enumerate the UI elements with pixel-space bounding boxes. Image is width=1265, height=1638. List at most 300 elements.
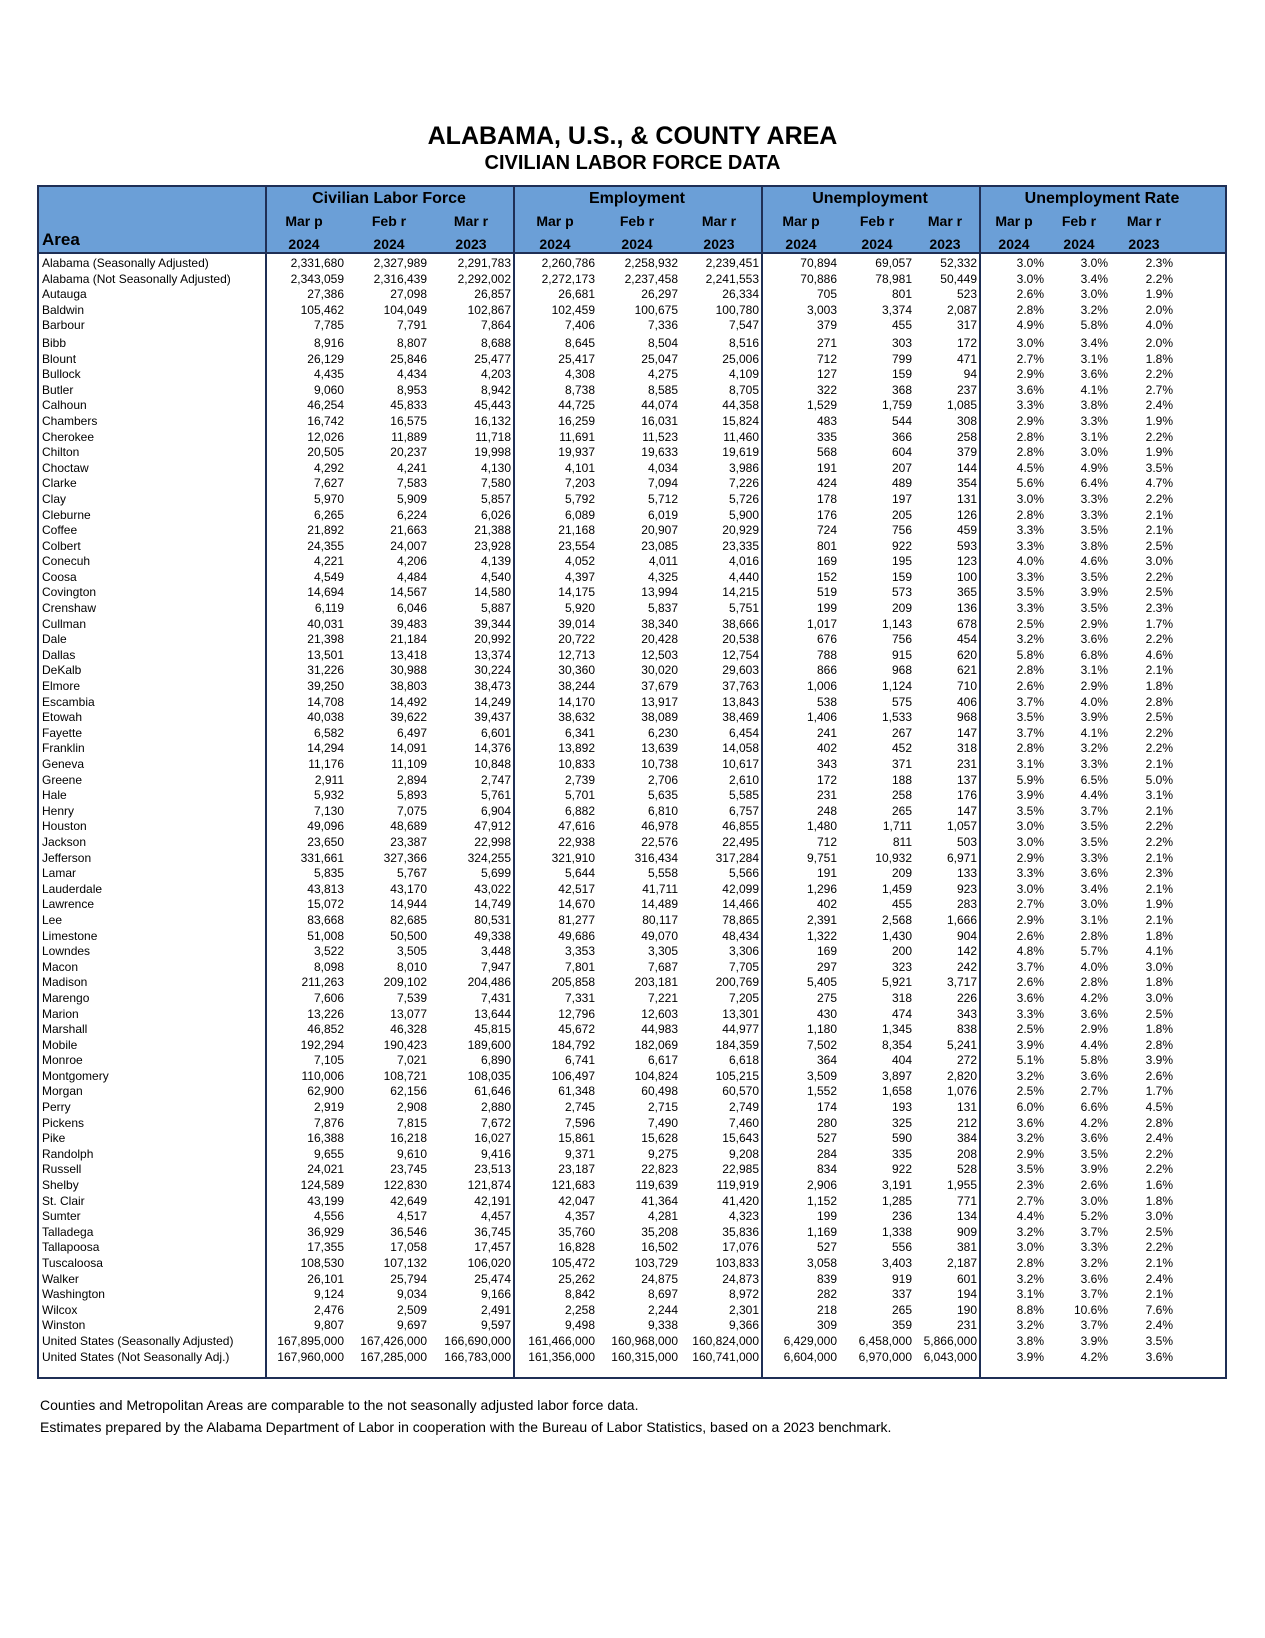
value-cell: 16,388 (307, 1131, 344, 1146)
value-cell: 2,919 (313, 1100, 344, 1115)
table-row (39, 929, 1225, 945)
table-row (39, 726, 1225, 742)
labor-force-table (37, 185, 1227, 1379)
value-cell: 192,294 (300, 1037, 344, 1052)
table-row (39, 383, 1225, 399)
value-cell: 3.7% (1080, 1224, 1108, 1239)
value-cell: 24,355 (307, 538, 344, 553)
value-cell: 24,873 (722, 1271, 759, 1286)
value-cell: 280 (816, 1115, 837, 1130)
value-cell: 2,260,786 (541, 256, 595, 270)
area-name-cell: Dale (42, 632, 67, 647)
value-cell: 3.3% (1016, 1006, 1044, 1021)
value-cell: 402 (816, 741, 837, 756)
value-cell: 6,970,000 (858, 1349, 912, 1364)
value-cell: 3.3% (1016, 569, 1044, 584)
value-cell: 3.1% (1080, 663, 1108, 678)
value-cell: 106,497 (551, 1068, 595, 1083)
value-cell: 44,725 (558, 398, 595, 413)
table-row (39, 367, 1225, 383)
area-name-cell: Marion (42, 1006, 79, 1021)
value-cell: 2.9% (1016, 850, 1044, 865)
value-cell: 3.0% (1016, 256, 1044, 270)
value-cell: 9,124 (313, 1287, 344, 1302)
value-cell: 3.3% (1080, 413, 1108, 428)
value-cell: 7,336 (647, 318, 678, 333)
value-cell: 3.0% (1016, 271, 1044, 286)
value-cell: 12,796 (558, 1006, 595, 1021)
value-cell: 48,434 (722, 928, 759, 943)
value-cell: 5,566 (728, 866, 759, 881)
value-cell: 4.1% (1080, 725, 1108, 740)
value-cell: 20,907 (641, 523, 678, 538)
table-row (39, 1022, 1225, 1038)
value-cell: 6.8% (1080, 647, 1108, 662)
value-cell: 7,864 (480, 318, 511, 333)
value-cell: 3.1% (1080, 912, 1108, 927)
value-cell: 20,929 (722, 523, 759, 538)
value-cell: 8.8% (1016, 1302, 1044, 1317)
value-cell: 2.1% (1145, 507, 1173, 522)
value-cell: 322 (816, 382, 837, 397)
value-cell: 2.0% (1145, 335, 1173, 350)
value-cell: 6,618 (728, 1053, 759, 1068)
value-cell: 593 (956, 538, 977, 553)
value-cell: 10,833 (558, 757, 595, 771)
value-cell: 2.8% (1145, 694, 1173, 709)
value-cell: 1.8% (1145, 1193, 1173, 1208)
area-name-cell: Autauga (42, 287, 87, 302)
value-cell: 371 (891, 757, 912, 771)
value-cell: 4,308 (564, 367, 595, 382)
value-cell: 103,833 (715, 1256, 759, 1270)
value-cell: 4,549 (313, 569, 344, 584)
value-cell: 7,583 (396, 476, 427, 491)
value-cell: 4.9% (1080, 460, 1108, 475)
value-cell: 1,711 (882, 819, 912, 834)
value-cell: 318 (956, 741, 977, 756)
value-cell: 16,132 (474, 413, 511, 428)
value-cell: 8,705 (728, 382, 759, 397)
value-cell: 601 (956, 1271, 977, 1286)
value-cell: 3.6% (1080, 1006, 1108, 1021)
value-cell: 159 (891, 367, 912, 382)
value-cell: 159 (891, 569, 912, 584)
value-cell: 2,244 (647, 1302, 678, 1317)
area-name-cell: Crenshaw (42, 601, 97, 616)
value-cell: 38,340 (641, 616, 678, 631)
value-cell: 46,852 (307, 1022, 344, 1037)
value-cell: 9,655 (313, 1146, 344, 1161)
value-cell: 2.6% (1080, 1178, 1108, 1193)
value-cell: 838 (956, 1022, 977, 1037)
value-cell: 21,184 (390, 632, 427, 647)
value-cell: 4,275 (647, 367, 678, 382)
value-cell: 160,968,000 (611, 1333, 678, 1348)
value-cell: 7,705 (728, 959, 759, 974)
value-cell: 1,338 (881, 1224, 912, 1239)
table-row (39, 1334, 1225, 1350)
table-row (39, 414, 1225, 430)
area-name-cell: Jackson (42, 834, 87, 849)
value-cell: 23,745 (390, 1162, 427, 1177)
value-cell: 8,010 (396, 959, 427, 974)
value-cell: 23,085 (641, 538, 678, 553)
value-cell: 19,633 (641, 445, 678, 460)
value-cell: 1.9% (1145, 445, 1173, 460)
area-name-cell: Coosa (42, 569, 77, 584)
table-row (39, 617, 1225, 633)
value-cell: 7,606 (313, 990, 344, 1005)
value-cell: 335 (891, 1146, 912, 1161)
value-cell: 3.0% (1016, 819, 1044, 834)
value-cell: 3.6% (1080, 632, 1108, 647)
value-cell: 4,203 (480, 367, 511, 382)
value-cell: 474 (891, 1006, 912, 1021)
value-cell: 16,575 (390, 413, 427, 428)
value-cell: 21,663 (390, 523, 427, 538)
value-cell: 44,074 (641, 398, 678, 413)
area-name-cell: St. Clair (42, 1193, 85, 1208)
value-cell: 3.5% (1080, 523, 1108, 538)
value-cell: 8,516 (728, 335, 759, 350)
value-cell: 6,043,000 (923, 1349, 977, 1364)
value-cell: 3.0% (1016, 491, 1044, 506)
area-name-cell: Chilton (42, 445, 80, 460)
value-cell: 3.7% (1016, 694, 1044, 709)
value-cell: 14,567 (390, 585, 427, 600)
value-cell: 7,094 (647, 476, 678, 491)
value-cell: 199 (816, 1209, 837, 1224)
value-cell: 3.7% (1080, 803, 1108, 818)
area-name-cell: Geneva (42, 757, 85, 771)
value-cell: 3.9% (1016, 1349, 1044, 1364)
value-cell: 3.7% (1016, 725, 1044, 740)
value-cell: 9,208 (728, 1146, 759, 1161)
period-header: Mar p (995, 213, 1033, 229)
value-cell: 3.2% (1016, 1224, 1044, 1239)
value-cell: 2.5% (1016, 616, 1044, 631)
value-cell: 1.8% (1145, 679, 1173, 694)
area-name-cell: United States (Seasonally Adjusted) (42, 1333, 234, 1348)
value-cell: 51,008 (307, 928, 344, 943)
value-cell: 1,076 (946, 1084, 977, 1099)
value-cell: 2.7% (1016, 1193, 1044, 1208)
value-cell: 3.1% (1080, 429, 1108, 444)
value-cell: 1.7% (1145, 1084, 1173, 1099)
value-cell: 167,960,000 (277, 1349, 344, 1364)
value-cell: 45,443 (474, 398, 511, 413)
value-cell: 172 (956, 335, 977, 350)
value-cell: 110,006 (301, 1068, 344, 1083)
value-cell: 200 (891, 944, 912, 959)
table-row (39, 632, 1225, 648)
value-cell: 4.4% (1080, 788, 1108, 803)
value-cell: 15,643 (722, 1131, 759, 1146)
value-cell: 3.5% (1080, 819, 1108, 834)
value-cell: 16,742 (307, 413, 344, 428)
value-cell: 42,649 (390, 1193, 427, 1208)
value-cell: 3.1% (1016, 1287, 1044, 1302)
value-cell: 2.4% (1145, 1131, 1173, 1146)
value-cell: 3.6% (1080, 367, 1108, 382)
value-cell: 127 (816, 367, 837, 382)
value-cell: 2.2% (1145, 1162, 1173, 1177)
value-cell: 379 (816, 318, 837, 333)
value-cell: 2,316,439 (373, 271, 427, 286)
value-cell: 25,047 (641, 351, 678, 366)
period-header: Feb r (859, 213, 895, 229)
value-cell: 147 (956, 803, 977, 818)
footnote: Counties and Metropolitan Areas are comparable to the not seasonally adjusted labor force data. (40, 1397, 639, 1413)
value-cell: 178 (816, 491, 837, 506)
table-row (39, 960, 1225, 976)
value-cell: 455 (891, 318, 912, 333)
value-cell: 14,376 (474, 741, 511, 756)
value-cell: 36,929 (307, 1224, 344, 1239)
value-cell: 6,341 (564, 725, 595, 740)
value-cell: 3.1% (1080, 351, 1108, 366)
value-cell: 454 (956, 632, 977, 647)
value-cell: 43,022 (474, 881, 511, 896)
value-cell: 126 (956, 507, 977, 522)
value-cell: 3.2% (1016, 632, 1044, 647)
value-cell: 21,892 (307, 523, 344, 538)
value-cell: 3.0% (1145, 1209, 1173, 1224)
value-cell: 43,199 (307, 1193, 344, 1208)
value-cell: 2.6% (1016, 287, 1044, 302)
value-cell: 182,069 (634, 1037, 678, 1052)
value-cell: 316,434 (634, 850, 678, 865)
value-cell: 1,529 (806, 398, 837, 413)
area-name-cell: Shelby (42, 1178, 79, 1193)
value-cell: 104,824 (634, 1068, 678, 1083)
value-cell: 108,035 (467, 1068, 511, 1083)
value-cell: 4.8% (1016, 944, 1044, 959)
value-cell: 14,670 (558, 897, 595, 912)
value-cell: 3.6% (1080, 1131, 1108, 1146)
value-cell: 13,994 (641, 585, 678, 600)
table-row (39, 1100, 1225, 1116)
area-name-cell: Escambia (42, 694, 95, 709)
value-cell: 4.0% (1145, 318, 1173, 333)
value-cell: 100,780 (715, 302, 759, 317)
value-cell: 10,848 (474, 757, 511, 771)
value-cell: 35,208 (641, 1224, 678, 1239)
table-row (39, 570, 1225, 586)
table-row (39, 303, 1225, 319)
value-cell: 11,718 (475, 429, 511, 444)
value-cell: 100,675 (634, 302, 678, 317)
value-cell: 4,139 (480, 554, 511, 569)
value-cell: 5.0% (1145, 772, 1173, 787)
value-cell: 7,947 (480, 959, 511, 974)
value-cell: 15,072 (307, 897, 344, 912)
value-cell: 381 (956, 1240, 977, 1255)
value-cell: 13,501 (307, 647, 344, 662)
value-cell: 1,345 (881, 1022, 912, 1037)
value-cell: 4,016 (728, 554, 759, 569)
value-cell: 4,101 (564, 460, 595, 475)
value-cell: 80,531 (474, 912, 511, 927)
value-cell: 26,297 (641, 287, 678, 302)
value-cell: 9,060 (313, 382, 344, 397)
table-row (39, 318, 1225, 334)
value-cell: 3.5% (1016, 1162, 1044, 1177)
value-cell: 19,998 (474, 445, 511, 460)
value-cell: 1,322 (806, 928, 837, 943)
value-cell: 2,187 (946, 1256, 977, 1270)
value-cell: 7,431 (480, 990, 511, 1005)
value-cell: 3.2% (1016, 1271, 1044, 1286)
column-divider (513, 187, 515, 1377)
value-cell: 1.9% (1145, 897, 1173, 912)
value-cell: 160,741,000 (692, 1349, 759, 1364)
value-cell: 3.5% (1016, 710, 1044, 725)
value-cell: 197 (891, 491, 912, 506)
table-row (39, 336, 1225, 352)
area-name-cell: Chambers (42, 413, 98, 428)
value-cell: 104,049 (383, 302, 427, 317)
value-cell: 50,449 (940, 271, 977, 286)
value-cell: 24,021 (307, 1162, 344, 1177)
value-cell: 5,585 (728, 788, 759, 803)
value-cell: 2.4% (1145, 1318, 1173, 1333)
table-row (39, 1131, 1225, 1147)
value-cell: 14,749 (474, 897, 511, 912)
table-row (39, 585, 1225, 601)
table-row (39, 1194, 1225, 1210)
value-cell: 35,760 (558, 1224, 595, 1239)
value-cell: 402 (816, 897, 837, 912)
value-cell: 343 (816, 757, 837, 771)
area-name-cell: Limestone (42, 928, 98, 943)
value-cell: 406 (956, 694, 977, 709)
value-cell: 915 (891, 647, 912, 662)
column-group-header: Civilian Labor Force (312, 190, 466, 207)
value-cell: 2.5% (1145, 710, 1173, 725)
value-cell: 23,928 (474, 538, 511, 553)
value-cell: 3,306 (728, 944, 759, 959)
area-name-cell: Walker (42, 1271, 79, 1286)
value-cell: 52,332 (940, 256, 977, 270)
year-header: 2024 (861, 236, 893, 252)
value-cell: 4,435 (313, 367, 344, 382)
value-cell: 231 (956, 1318, 977, 1333)
year-header: 2024 (539, 236, 571, 252)
value-cell: 42,191 (474, 1193, 511, 1208)
value-cell: 4,434 (396, 367, 427, 382)
area-name-cell: Pike (42, 1131, 66, 1146)
value-cell: 4,540 (480, 569, 511, 584)
value-cell: 42,099 (722, 881, 759, 896)
value-cell: 2.1% (1145, 523, 1173, 538)
value-cell: 231 (816, 788, 837, 803)
value-cell: 771 (956, 1193, 977, 1208)
value-cell: 1.8% (1145, 351, 1173, 366)
table-row (39, 256, 1225, 272)
area-name-cell: Tallapoosa (42, 1240, 100, 1255)
value-cell: 528 (956, 1162, 977, 1177)
value-cell: 922 (891, 538, 912, 553)
value-cell: 2,331,680 (290, 256, 344, 270)
value-cell: 8,972 (728, 1287, 759, 1302)
value-cell: 6,971 (946, 850, 977, 865)
value-cell: 283 (956, 897, 977, 912)
value-cell: 8,916 (313, 335, 344, 350)
value-cell: 62,156 (390, 1084, 427, 1099)
table-row (39, 461, 1225, 477)
value-cell: 676 (816, 632, 837, 647)
value-cell: 2.1% (1145, 1256, 1173, 1270)
value-cell: 61,348 (558, 1084, 595, 1099)
period-header: Feb r (371, 213, 407, 229)
area-name-cell: Talladega (42, 1224, 94, 1239)
value-cell: 8,807 (396, 335, 427, 350)
value-cell: 3,058 (806, 1256, 837, 1270)
table-row (39, 975, 1225, 991)
value-cell: 23,650 (307, 834, 344, 849)
area-name-cell: Monroe (42, 1053, 83, 1068)
value-cell: 60,570 (722, 1084, 759, 1099)
value-cell: 2.3% (1145, 256, 1173, 270)
value-cell: 167,895,000 (277, 1333, 344, 1348)
value-cell: 100 (956, 569, 977, 584)
value-cell: 471 (956, 351, 977, 366)
table-row (39, 492, 1225, 508)
value-cell: 712 (816, 351, 837, 366)
value-cell: 1,169 (806, 1224, 837, 1239)
area-name-cell: Morgan (42, 1084, 83, 1099)
value-cell: 14,492 (390, 694, 427, 709)
value-cell: 44,977 (722, 1022, 759, 1037)
value-cell: 2,911 (314, 772, 344, 787)
value-cell: 169 (816, 554, 837, 569)
value-cell: 2.4% (1145, 398, 1173, 413)
value-cell: 8,354 (881, 1037, 912, 1052)
value-cell: 2.8% (1016, 1256, 1044, 1270)
value-cell: 82,685 (390, 912, 427, 927)
value-cell: 9,416 (480, 1146, 511, 1161)
value-cell: 121,874 (467, 1178, 511, 1193)
value-cell: 2.6% (1016, 928, 1044, 943)
value-cell: 176 (816, 507, 837, 522)
value-cell: 3.3% (1080, 507, 1108, 522)
value-cell: 9,610 (396, 1146, 427, 1161)
value-cell: 489 (891, 476, 912, 491)
value-cell: 133 (956, 866, 977, 881)
value-cell: 14,708 (307, 694, 344, 709)
value-cell: 37,679 (641, 679, 678, 694)
period-header: Mar r (1126, 213, 1162, 229)
value-cell: 44,983 (641, 1022, 678, 1037)
value-cell: 13,892 (558, 741, 595, 756)
value-cell: 6,810 (647, 803, 678, 818)
value-cell: 13,644 (474, 1006, 511, 1021)
value-cell: 14,466 (722, 897, 759, 912)
value-cell: 2.5% (1145, 1224, 1173, 1239)
value-cell: 107,132 (383, 1256, 427, 1270)
value-cell: 5,835 (313, 866, 344, 881)
area-name-cell: Lee (42, 912, 63, 927)
value-cell: 3,003 (806, 302, 837, 317)
value-cell: 834 (816, 1162, 837, 1177)
value-cell: 519 (816, 585, 837, 600)
value-cell: 47,912 (474, 819, 511, 834)
value-cell: 124,589 (300, 1178, 344, 1193)
value-cell: 538 (816, 694, 837, 709)
value-cell: 364 (816, 1053, 837, 1068)
